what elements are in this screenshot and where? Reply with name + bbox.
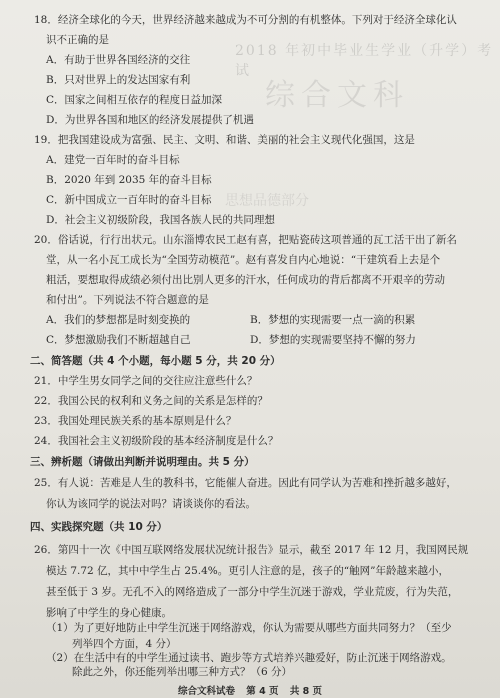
q26-stem-cont-3: 影响了中学生的身心健康。 <box>46 607 172 619</box>
q25: 25．有人说：苦难是人生的教科书，它能催人奋进。因此有同学认为苦难和挫折越多越好， <box>34 477 457 489</box>
q26-stem-cont-1: 模达 7.72 亿，其中中学生占 25.4%。更引人注意的是，孩子的“触网”年龄越来越小， <box>46 565 449 577</box>
section-practice-title: 四、实践探究题（共 10 分） <box>30 521 168 533</box>
q18-option-b: B．只对世界上的发达国家有利 <box>46 74 191 86</box>
footer-exam-name: 综合文科试卷 <box>177 686 235 697</box>
q19-stem: 19．把我国建设成为富强、民主、文明、和谐、美丽的社会主义现代化强国，这是 <box>34 134 415 146</box>
q20-stem-cont-1: 堂，从一名小瓦工成长为“全国劳动模范”。赵有喜发自内心地说：“干建筑看上去是个 <box>46 254 441 266</box>
q20-stem: 20．俗话说，行行出状元。山东淄博农民工赵有喜，把贴瓷砖这项普通的瓦工活干出了新名 <box>34 234 457 246</box>
q24: 24．我国社会主义初级阶段的基本经济制度是什么？ <box>34 435 279 447</box>
q25-cont: 你认为该同学的说法对吗？请谈谈你的看法。 <box>46 498 256 510</box>
q18-stem: 18．经济全球化的今天，世界经济越来越成为不可分割的有机整体。下列对于经济全球化认 <box>34 14 457 26</box>
show-through-text: 2018 年初中毕业生学业（升学）考试 综合文科 思想品德部分 <box>225 43 494 209</box>
page-footer <box>0 683 500 697</box>
q23: 23．我国处理民族关系的基本原则是什么？ <box>34 415 237 427</box>
q21: 21．中学生男女同学之间的交往应注意些什么？ <box>34 375 258 387</box>
q19-option-d: D．社会主义初级阶段，我国各族人民的共同理想 <box>46 214 275 226</box>
q20-option-c: C．梦想激励我们不断超越自己 <box>46 334 191 346</box>
q26-stem: 26．第四十一次《中国互联网络发展状况统计报告》显示，截至 2017 年 12 月，我国网民规 <box>34 544 469 556</box>
q26-sub1: （1）为了更好地防止中学生沉迷于网络游戏，你认为需要从哪些方面共同努力？（至少 <box>46 622 452 634</box>
q26-stem-cont-2: 甚至低于 3 岁。无孔不入的网络造成了一部分中学生沉迷于游戏，学业荒废，行为失范， <box>46 586 459 598</box>
q19-option-a: A．建党一百年时的奋斗目标 <box>46 154 180 166</box>
q18-option-a: A．有助于世界各国经济的交往 <box>46 54 191 66</box>
q26-sub1-cont: 列举四个方面，4 分） <box>72 638 177 650</box>
q26-sub2-cont: 除此之外，你还能列举出哪三种方式？（6 分） <box>72 666 293 678</box>
q20-option-b: B．梦想的实现需要一点一滴的积累 <box>250 314 416 326</box>
section-analysis-title: 三、辨析题（请做出判断并说明理由。共 5 分） <box>30 456 255 468</box>
q20-stem-cont-2: 粗活，要想取得成绩必须付出比别人更多的汗水，任何成功的背后都离不开艰辛的劳动 <box>46 274 445 286</box>
q18-stem-cont: 识不正确的是 <box>46 34 109 46</box>
q19-option-c: C．新中国成立一百年时的奋斗目标 <box>46 194 212 206</box>
q20-option-a: A．我们的梦想都是时刻变换的 <box>46 314 191 326</box>
q20-option-d: D．梦想的实现需要坚持不懈的努力 <box>250 334 416 346</box>
q22: 22．我国公民的权利和义务之间的关系是怎样的？ <box>34 395 268 407</box>
q18-option-d: D．为世界各国和地区的经济发展提供了机遇 <box>46 114 254 126</box>
q20-stem-cont-3: 和付出”。下列说法不符合题意的是 <box>46 294 209 306</box>
footer-page-number: 第 4 页 <box>246 686 279 697</box>
q19-option-b: B．2020 年到 2035 年的奋斗目标 <box>46 174 212 186</box>
q18-option-c: C．国家之间相互依存的程度日益加深 <box>46 94 223 106</box>
footer-total-pages: 共 8 页 <box>289 686 323 697</box>
section-short-answer-title: 二、简答题（共 4 个小题，每小题 5 分，共 20 分） <box>30 355 281 367</box>
q26-sub2: （2）在生活中有的中学生通过读书、跑步等方式培养兴趣爱好，防止沉迷于网络游戏。 <box>46 652 452 664</box>
